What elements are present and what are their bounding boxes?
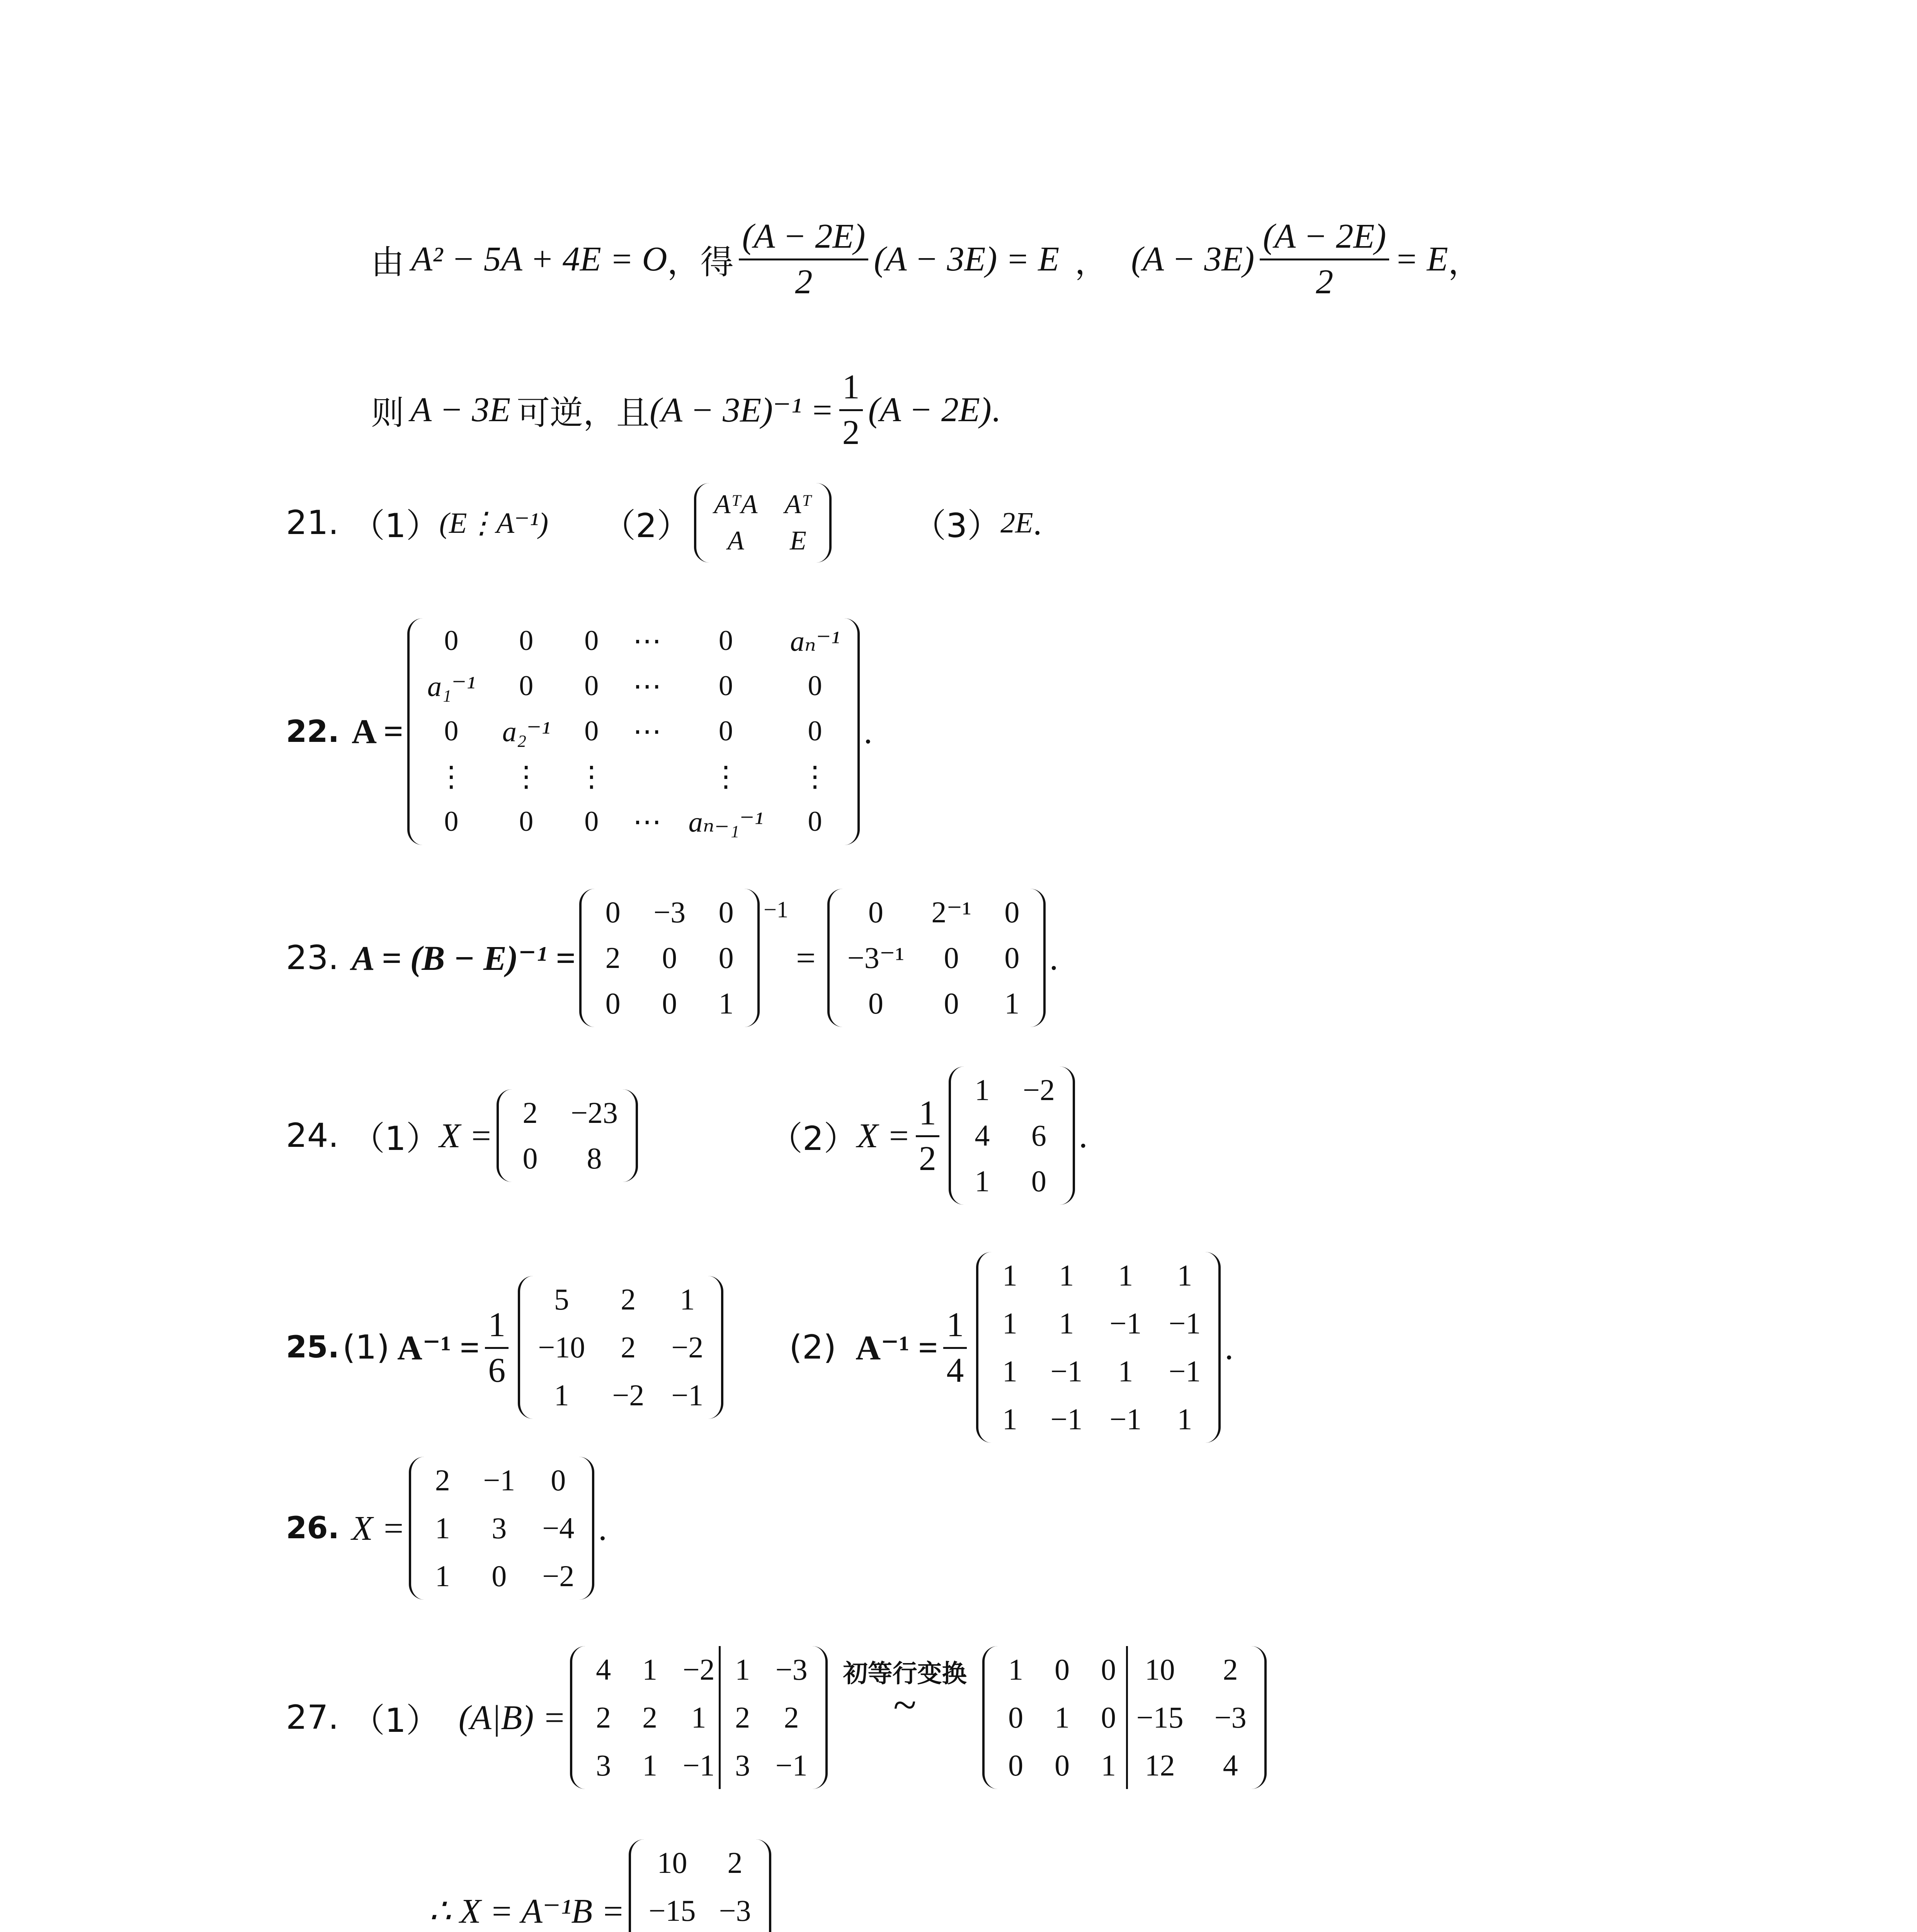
matrix-cell: −1 [1109,1306,1142,1340]
matrix-cell: 1 [975,1164,990,1198]
matrix-cell: 1 [435,1559,450,1593]
item-26 [286,1457,1917,1600]
matrix [694,483,832,563]
equation: (A − 3E) [1131,240,1255,278]
matrix-cell: 1 [1002,1354,1017,1388]
matrix-cell: −2 [612,1378,645,1412]
fraction-numerator: 1 [943,1305,967,1349]
tilde-symbol: ~ [893,1681,917,1728]
matrix-cell: 1 [642,1748,658,1782]
item-number: 22. [286,714,340,749]
matrix-cell: 0 [662,986,677,1020]
line-2 [371,367,1917,452]
matrix-cell: 1 [435,1511,450,1545]
matrix-cell: 1 [1002,1306,1017,1340]
matrix-cell: 0 [1004,895,1020,929]
matrix-cell: 0 [944,941,959,975]
fraction [839,367,863,452]
lhs: X = [439,1116,493,1155]
fraction-numerator: (A − 2E) [1260,216,1389,260]
matrix-cell: 2⁻¹ [931,895,971,929]
part-label: （1） [352,1119,439,1158]
matrix-cell: 0 [519,625,534,656]
matrix [976,1252,1221,1443]
item-number: 25. [286,1330,340,1365]
matrix-cell: 0 [1101,1653,1116,1686]
matrix-cell: −2 [671,1330,704,1364]
fraction-numerator: 1 [485,1305,509,1349]
equation: (A − 3E) = E [874,240,1060,278]
matrix-cell: 3 [596,1748,611,1782]
matrix-cell: −3 [719,1894,751,1927]
matrix-cell: 1 [1008,1653,1024,1686]
matrix-cell: 1 [1118,1354,1133,1388]
item-number: 26. [286,1511,340,1546]
matrix-cell: 0 [718,670,733,702]
matrix [579,889,760,1027]
matrix-cell: ⋮ [577,761,606,793]
matrix-cell: 0 [584,806,599,837]
matrix-cell: 0 [519,670,534,702]
matrix-cell: 2 [735,1701,750,1734]
matrix-cell: 0 [718,715,733,747]
equation: A − 3E [410,391,511,429]
matrix-cell: 0 [808,806,822,837]
fraction-denominator: 2 [1316,263,1334,301]
period: . [1049,939,1058,977]
matrix-cell: 0 [718,625,733,656]
matrix-cell: −1 [682,1748,715,1782]
matrix-cell: 1 [1118,1259,1133,1292]
item-23 [286,889,1917,1027]
matrix-cell: 1 [554,1378,569,1412]
matrix-cell: 1 [1177,1259,1192,1292]
fraction-denominator: 4 [946,1351,964,1389]
matrix-cell: 0 [1004,941,1020,975]
equation: = E [1395,240,1448,278]
matrix-cell: 4 [596,1653,611,1686]
matrix [629,1839,771,1932]
matrix-cell: 2 [596,1701,611,1734]
matrix-cell: 12 [1145,1748,1175,1782]
matrix-cell [633,760,662,794]
superscript: −1 [764,897,788,922]
matrix-cell: −3 [1214,1701,1247,1734]
period: . [1078,1116,1088,1155]
matrix-cell: 2 [784,1701,799,1734]
matrix-cell: 0 [522,1141,538,1175]
result-1 [429,1839,1917,1932]
matrix-cell: 0 [444,625,459,656]
matrix-cell: 1 [1055,1701,1070,1734]
answer: (E⋮A⁻¹) [439,507,549,539]
matrix-cell: 0 [662,941,677,975]
matrix [949,1066,1075,1205]
matrix-cell: 2 [522,1096,538,1129]
period: . [1033,503,1042,542]
matrix-cell: a₂⁻¹ [502,716,550,748]
part-label: （2） [769,1119,857,1158]
matrix-cell: −3 [653,895,686,929]
matrix-cell: 6 [1031,1119,1046,1152]
item-24 [286,1066,1917,1205]
matrix-cell: −2 [542,1559,575,1593]
matrix-cell: aₙ₋₁⁻¹ [688,806,763,838]
matrix-cell: a₁⁻¹ [427,671,475,702]
matrix-cell: A [727,526,744,556]
matrix-cell: 10 [1145,1653,1175,1686]
item-number: 21. [286,503,339,542]
matrix-cell: 1 [691,1701,706,1734]
text-you: 由 [371,243,404,282]
matrix-cell: −2 [682,1653,715,1686]
matrix-cell: −1 [775,1748,808,1782]
matrix-cell: 1 [718,986,734,1020]
lhs: X = [352,1509,405,1548]
text-de: ，得 [667,243,734,282]
matrix-cell: 0 [1008,1748,1024,1782]
item-22 [286,618,1917,845]
fraction-numerator: 1 [916,1093,939,1137]
matrix-cell: 0 [605,986,621,1020]
matrix-cell: 0 [808,715,822,747]
matrix-cell: −1 [1169,1354,1201,1388]
matrix-cell: −1 [1050,1354,1083,1388]
fraction-denominator: 2 [919,1139,936,1178]
matrix-cell: 1 [642,1653,658,1686]
matrix-cell: 1 [1101,1748,1116,1782]
matrix-cell: 2 [1223,1653,1238,1686]
matrix-cell: 0 [1055,1653,1070,1686]
matrix [407,618,860,845]
lhs: (A|B) = [458,1698,566,1737]
matrix-cell: ⋮ [512,761,541,793]
equation: (A − 3E)⁻¹ = [650,391,834,429]
matrix-cell: 4 [975,1119,990,1152]
matrix-cell: 5 [554,1282,569,1316]
equals: = [796,939,816,977]
answer: 2E [1000,506,1033,539]
matrix-cell: −1 [1169,1306,1201,1340]
matrix-cell: −1 [671,1378,704,1412]
operator-label: 初等行变换 [843,1660,967,1688]
matrix-cell: 0 [492,1559,507,1593]
item-number: 24. [286,1116,339,1155]
matrix-cell: ⋯ [633,626,662,657]
matrix-cell: −1 [1050,1402,1083,1436]
period: . [991,391,1000,429]
matrix-cell: ⋯ [633,716,662,748]
fraction [1260,216,1389,302]
lhs: A = (B − E)⁻¹ = [352,939,576,978]
matrix-cell: 0 [584,715,599,747]
fraction [739,216,868,302]
item-21 [286,483,1917,563]
matrix [497,1089,638,1182]
matrix-cell: 0 [519,806,534,837]
matrix-cell: 1 [1059,1306,1074,1340]
matrix-cell: 0 [1055,1748,1070,1782]
matrix-cell: 2 [642,1701,658,1734]
matrix-cell: 0 [944,986,959,1020]
matrix-cell: 1 [975,1073,990,1107]
matrix-cell: −3⁻¹ [847,941,905,975]
fraction [943,1305,967,1390]
matrix-cell: 0 [551,1463,566,1497]
matrix-cell: ⋮ [711,761,740,793]
matrix-cell: 0 [444,806,459,837]
period: . [864,713,873,751]
lhs: A = [352,713,403,751]
matrix-cell: 1 [1177,1402,1192,1436]
matrix-cell: 3 [492,1511,507,1545]
matrix [518,1276,723,1419]
comma: ， [1075,243,1108,282]
fraction-denominator: 2 [842,413,860,452]
matrix-cell: 0 [718,941,734,975]
matrix-cell: 2 [621,1330,636,1364]
matrix-cell: 2 [727,1846,743,1879]
item-number: 27. [286,1698,339,1737]
augmented-matrix [982,1646,1267,1789]
fraction [916,1093,939,1179]
line-1 [371,216,1917,302]
lhs: ∴ X = A⁻¹B = [429,1892,625,1930]
augmented-matrix [570,1646,828,1789]
matrix-cell: −1 [1109,1402,1142,1436]
matrix-cell: ⋯ [633,806,662,838]
matrix-cell: 0 [1101,1701,1116,1734]
row-transform-operator [843,1654,967,1728]
matrix-cell: 0 [1008,1701,1024,1734]
matrix-cell: 0 [584,625,599,656]
matrix-cell: −15 [648,1894,696,1927]
matrix-cell: ⋮ [800,761,829,793]
matrix-cell: −3 [775,1653,808,1686]
matrix-cell: 2 [435,1463,450,1497]
matrix-cell: 2 [621,1282,636,1316]
matrix-cell: ⋯ [633,671,662,702]
matrix-cell: 1 [1059,1259,1074,1292]
matrix [827,889,1046,1027]
fraction-denominator: 2 [795,263,813,301]
period: . [1225,1328,1233,1367]
matrix-cell: −1 [483,1463,515,1497]
matrix-cell: 0 [444,715,459,747]
matrix-cell: AᵀA [714,490,758,519]
text-ze: 则 [371,393,404,432]
equation: A² − 5A + 4E = O [411,240,667,278]
matrix-cell: 3 [735,1748,750,1782]
fraction [485,1305,509,1390]
matrix-cell: 0 [584,670,599,702]
equation: (A − 2E) [868,391,992,429]
matrix-cell: 0 [1031,1164,1046,1198]
matrix-cell: 0 [605,895,621,929]
fraction-numerator: 1 [839,367,863,411]
matrix-cell: ⋮ [437,761,466,793]
matrix-cell: 8 [587,1141,602,1175]
item-number: 23. [286,939,339,977]
matrix-cell: 10 [657,1846,687,1879]
part-label: (1) [342,1328,390,1367]
matrix-cell: −23 [570,1096,618,1129]
part-label: （2） [602,507,690,545]
matrix-cell: 1 [735,1653,750,1686]
comma: ， [1448,243,1482,282]
matrix-cell: 0 [868,986,884,1020]
matrix-cell: 0 [868,895,884,929]
matrix-cell: −2 [1022,1073,1055,1107]
text-invertible: 可逆，且 [517,393,650,432]
matrix-cell: 0 [808,670,822,702]
lhs: A⁻¹ = [856,1329,938,1367]
matrix-cell: 1 [1002,1259,1017,1292]
lhs: X = [857,1116,910,1155]
part-label: （1） [352,1701,439,1740]
matrix-cell: 2 [605,941,621,975]
matrix-cell: −10 [538,1330,585,1364]
lhs: A⁻¹ = [397,1329,480,1367]
part-label: （3） [913,507,1001,545]
item-27-part-1 [286,1646,1917,1789]
matrix-cell: aₙ⁻¹ [790,626,840,657]
fraction-numerator: (A − 2E) [739,216,868,260]
fraction-denominator: 6 [488,1351,506,1389]
matrix-cell: 1 [1002,1402,1017,1436]
matrix-cell: −4 [542,1511,575,1545]
part-label: (2) [789,1328,837,1367]
matrix-cell: 0 [718,895,734,929]
period: . [598,1509,607,1548]
item-25 [286,1252,1917,1443]
matrix-cell: Aᵀ [784,490,812,519]
matrix-cell: 1 [1004,986,1020,1020]
matrix-cell: E [789,526,806,556]
matrix-cell: −15 [1136,1701,1184,1734]
matrix-cell: 4 [1223,1748,1238,1782]
part-label: （1） [352,507,439,545]
matrix-cell: 1 [680,1282,695,1316]
matrix [409,1457,594,1600]
